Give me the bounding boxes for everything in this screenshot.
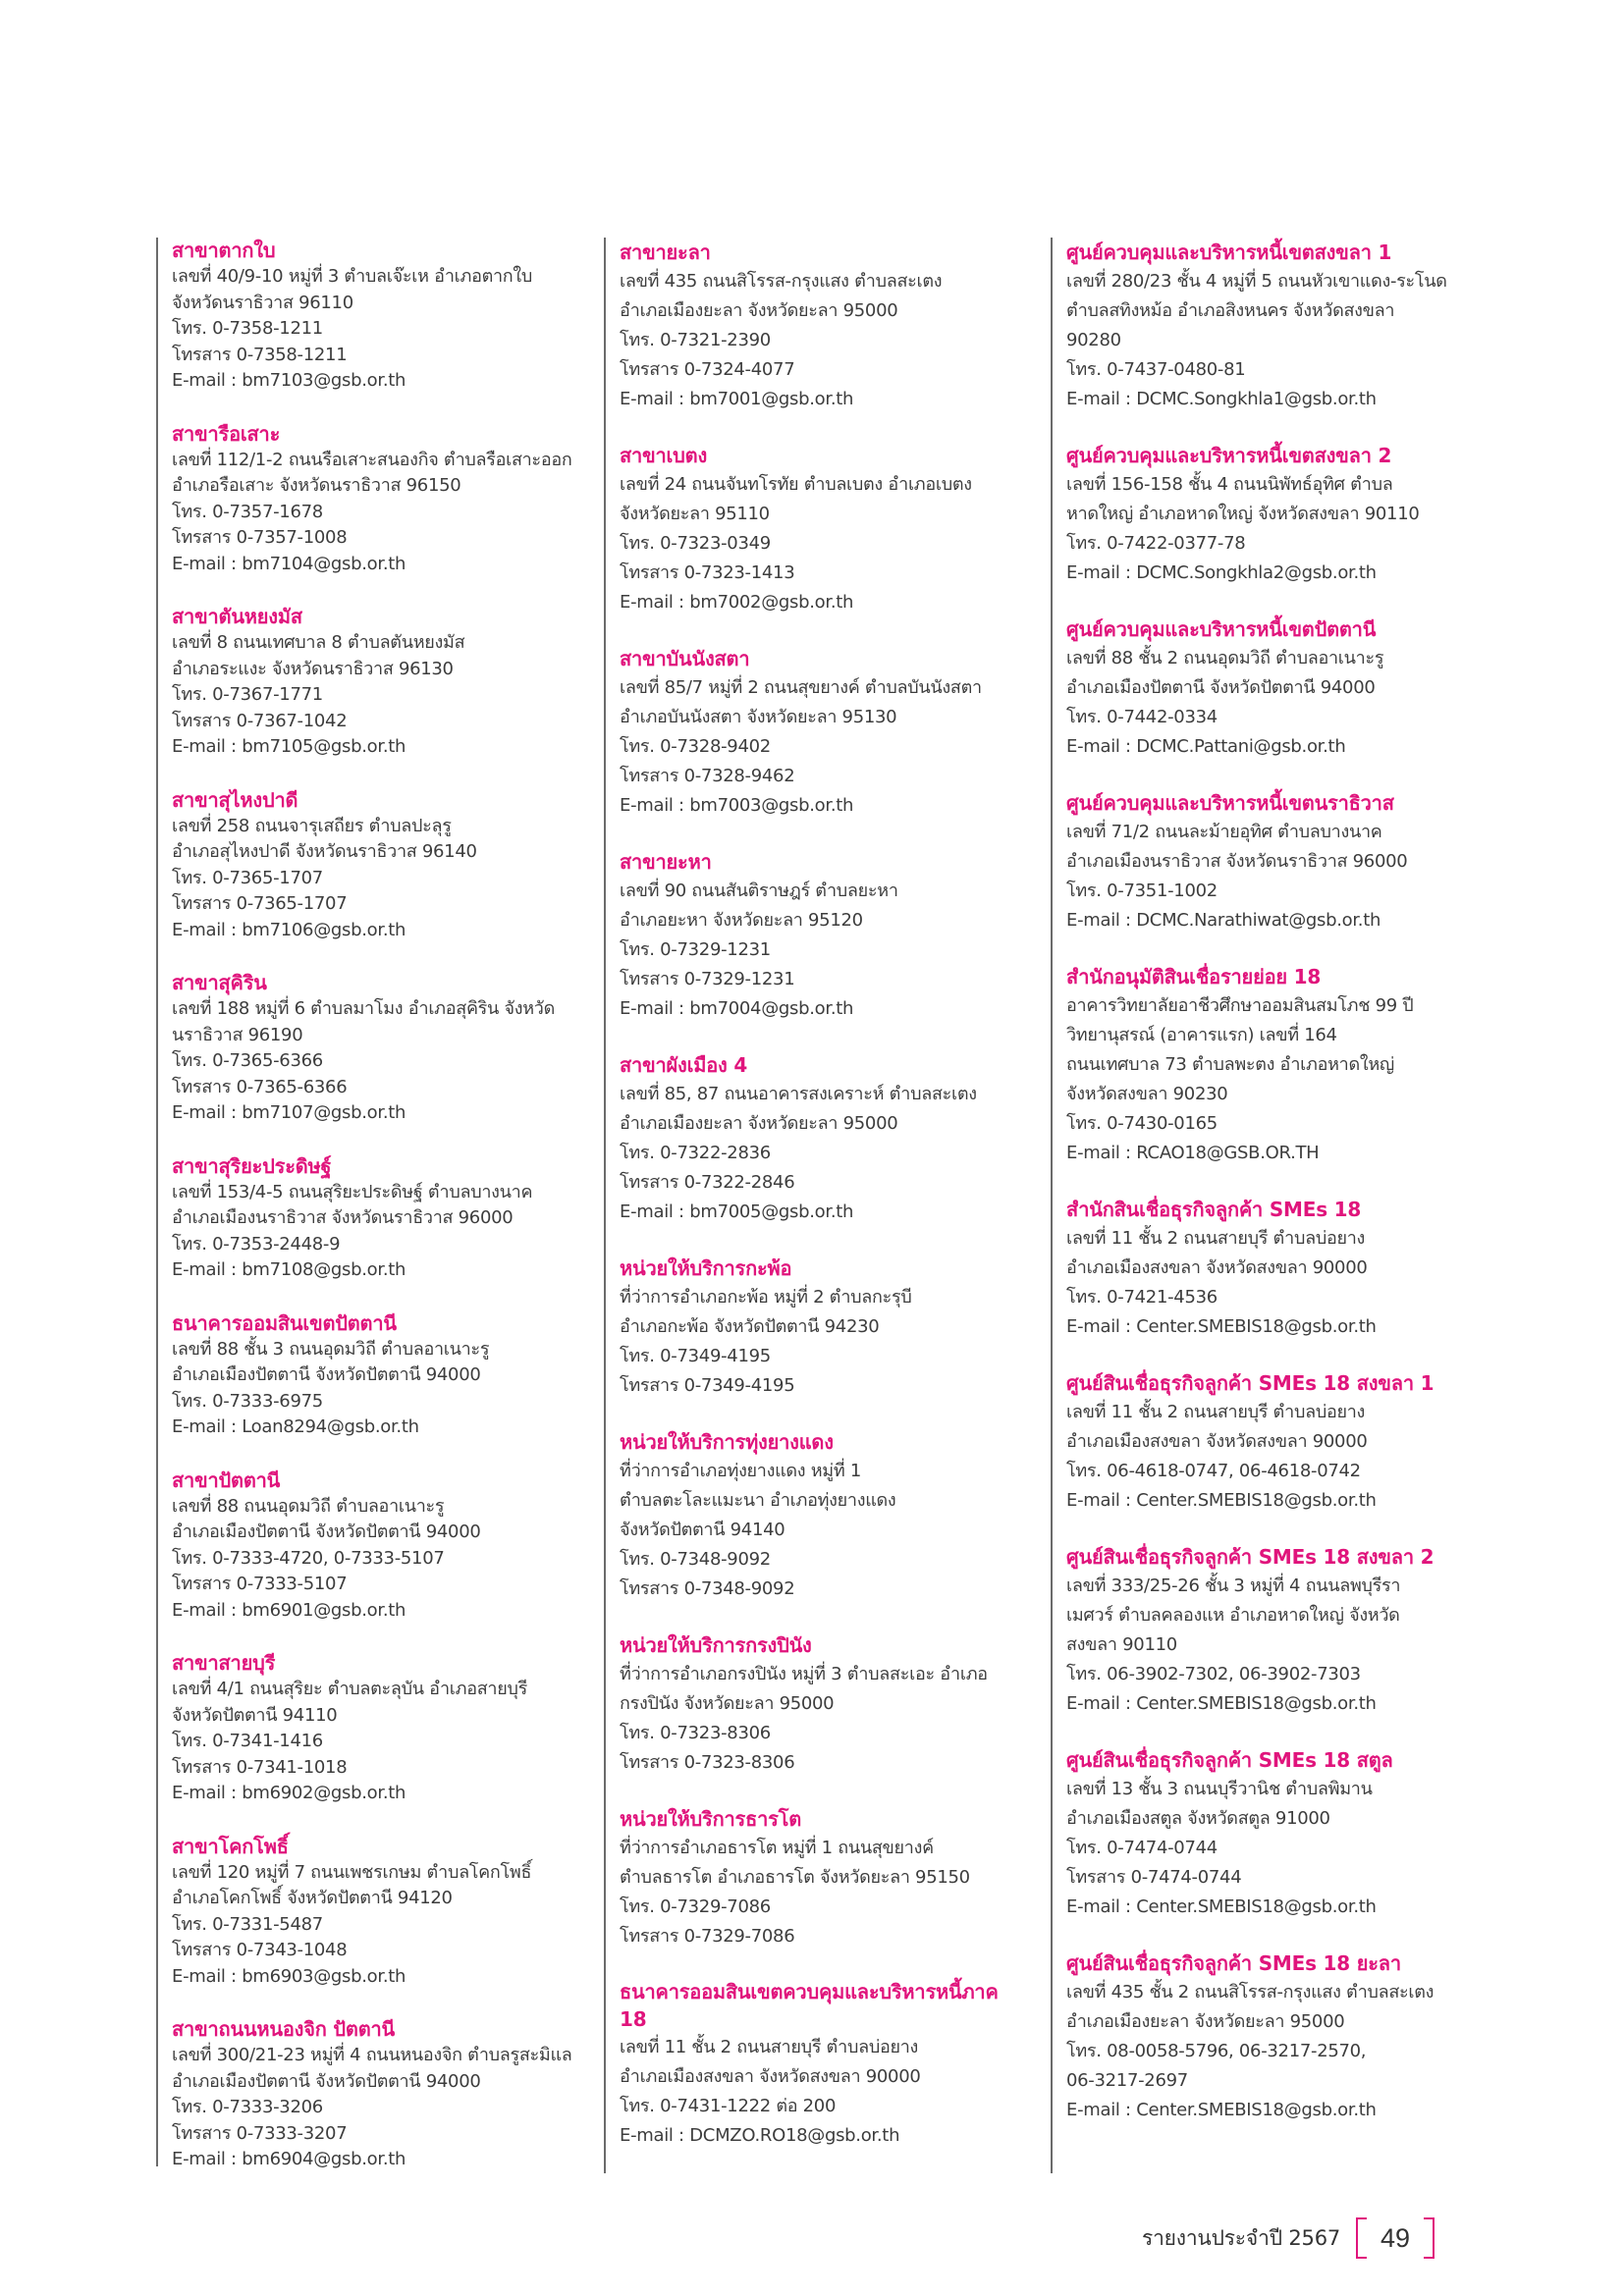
branch-detail-line: เลขที่ 24 ถนนจันทโรทัย ตำบลเบตง อำเภอเบตง: [620, 474, 972, 495]
branch-detail-line: อำเภอสุไหงปาดี จังหวัดนราธิวาส 96140: [172, 841, 477, 862]
branch-detail-line: อำเภอโคกโพธิ์ จังหวัดปัตตานี 94120: [172, 1888, 453, 1908]
branch-detail-line: เมศวร์ ตำบลคลองแห อำเภอหาดใหญ่ จังหวัด: [1066, 1605, 1400, 1626]
branch-detail-line: อำเภอเมืองสตูล จังหวัดสตูล 91000: [1066, 1808, 1330, 1829]
branch-email[interactable]: E-mail : bm7001@gsb.or.th: [620, 389, 854, 409]
branch-entry: [620, 441, 1012, 617]
branch-title: สาขารือเสาะ: [172, 421, 281, 446]
branch-detail-line: ถนนเทศบาล 73 ตำบลพะตง อำเภอหาดใหญ่: [1066, 1054, 1394, 1075]
branch-detail-line: เลขที่ 11 ชั้น 2 ถนนสายบุรี ตำบลบ่อยาง: [1066, 1228, 1366, 1249]
branch-title: สาขาสุคิริน: [172, 971, 267, 994]
branch-email[interactable]: E-mail : bm6903@gsb.or.th: [172, 1965, 406, 1987]
branch-detail-line: อำเภอเมืองปัตตานี จังหวัดปัตตานี 94000: [172, 1364, 481, 1385]
branch-detail-line: เลขที่ 85, 87 ถนนอาคารสงเคราะห์ ตำบลสะเตง: [620, 1084, 977, 1104]
branch-detail-line: สงขลา 90110: [1066, 1634, 1177, 1655]
branch-detail-line: โทร. 0-7329-1231: [620, 939, 771, 960]
branch-detail-line: อำเภอเมืองปัตตานี จังหวัดปัตตานี 94000: [172, 2070, 481, 2092]
branch-email[interactable]: E-mail : bm7107@gsb.or.th: [172, 1102, 406, 1123]
branch-detail-line: จังหวัดปัตตานี 94110: [172, 1704, 338, 1726]
branch-detail-line: 90280: [1066, 330, 1121, 350]
branch-entry: [620, 1978, 1012, 2151]
branch-detail-line: อำเภอเมืองสงขลา จังหวัดสงขลา 90000: [620, 2066, 921, 2087]
branch-email[interactable]: E-mail : Center.SMEBIS18@gsb.or.th: [1066, 1693, 1377, 1714]
branch-detail-line: โทร. 0-7329-7086: [620, 1896, 771, 1917]
branch-detail-line: เลขที่ 435 ถนนสิโรรส-กรุงแสง ตำบลสะเตง: [620, 271, 943, 292]
branch-detail-line: ตำบลสทิงหม้อ อำเภอสิงหนคร จังหวัดสงขลา: [1066, 300, 1395, 321]
branch-entry: [172, 970, 565, 1127]
branch-detail-line: โทร. 0-7323-8306: [620, 1723, 771, 1743]
branch-email[interactable]: E-mail : Center.SMEBIS18@gsb.or.th: [1066, 1316, 1377, 1337]
branch-entry: [620, 238, 1012, 414]
branch-detail-line: โทร. 0-7437-0480-81: [1066, 359, 1246, 380]
branch-detail-line: โทร. 0-7421-4536: [1066, 1287, 1218, 1308]
branch-title: ศูนย์ควบคุมและบริหารหนี้เขตสงขลา 1: [1066, 240, 1392, 264]
branch-detail-line: โทร. 0-7422-0377-78: [1066, 533, 1246, 554]
branch-entry: [1066, 1368, 1459, 1516]
branch-detail-line: เลขที่ 153/4-5 ถนนสุริยะประดิษฐ์ ตำบลบางนาค: [172, 1181, 533, 1202]
branch-detail-line: เลขที่ 13 ชั้น 3 ถนนบุรีวานิช ตำบลพิมาน: [1066, 1779, 1373, 1799]
branch-detail-line: โทรสาร 0-7348-9092: [620, 1578, 795, 1599]
branch-title: สาขาตันหยงมัส: [172, 605, 302, 628]
branch-detail-line: เลขที่ 11 ชั้น 2 ถนนสายบุรี ตำบลบ่อยาง: [620, 2037, 919, 2057]
branch-title: ศูนย์สินเชื่อธุรกิจลูกค้า SMEs 18 ยะลา: [1066, 1951, 1401, 1975]
branch-title: สาขาสายบุรี: [172, 1651, 276, 1675]
branch-detail-line: เลขที่ 11 ชั้น 2 ถนนสายบุรี ตำบลบ่อยาง: [1066, 1402, 1366, 1422]
page-footer: [1142, 2216, 1435, 2260]
branch-detail-line: อำเภอเมืองยะลา จังหวัดยะลา 95000: [620, 1113, 898, 1134]
branch-title: สำนักสินเชื่อธุรกิจลูกค้า SMEs 18: [1066, 1198, 1362, 1221]
branch-detail-line: โทร. 0-7357-1678: [172, 501, 323, 522]
branch-entry: [620, 1254, 1012, 1401]
branch-detail-line: โทร. 0-7430-0165: [1066, 1113, 1218, 1134]
branch-email[interactable]: E-mail : bm7005@gsb.or.th: [620, 1201, 854, 1222]
branch-entry: [1066, 1745, 1459, 1922]
branch-entry: [620, 1050, 1012, 1227]
branch-entry: [1066, 1195, 1459, 1342]
branch-title: สาขาปัตตานี: [172, 1468, 281, 1492]
branch-detail-line: เลขที่ 112/1-2 ถนนรือเสาะสนองกิจ ตำบลรือเสาะออก: [172, 449, 572, 470]
branch-title: ศูนย์ควบคุมและบริหารหนี้เขตปัตตานี: [1066, 617, 1377, 641]
branch-entry: [1066, 788, 1459, 935]
branch-entry: [620, 644, 1012, 821]
branch-detail-line: เลขที่ 4/1 ถนนสุริยะ ตำบลตะลุบัน อำเภอสายบุรี: [172, 1679, 527, 1699]
branch-title: สาขาถนนหนองจิก ปัตตานี: [172, 2017, 395, 2041]
branch-email[interactable]: E-mail : bm6904@gsb.or.th: [172, 2149, 406, 2169]
branch-detail-line: อำเภอระแงะ จังหวัดนราธิวาส 96130: [172, 658, 454, 679]
branch-detail-line: เลขที่ 88 ถนนอุดมวิถี ตำบลอาเนาะรู: [172, 1495, 445, 1517]
branch-detail-line: โทร. 0-7341-1416: [172, 1731, 323, 1751]
branch-entry: [620, 1427, 1012, 1604]
branch-detail-line: วิทยานุสรณ์ (อาคารแรก) เลขที่ 164: [1066, 1025, 1337, 1045]
branch-email[interactable]: E-mail : DCMC.Narathiwat@gsb.or.th: [1066, 910, 1381, 931]
branch-detail-line: โทร. 0-7348-9092: [620, 1549, 771, 1570]
branch-detail-line: ที่ว่าการอำเภอทุ่งยางแดง หมู่ที่ 1: [620, 1461, 861, 1481]
branch-detail-line: เลขที่ 300/21-23 หมู่ที่ 4 ถนนหนองจิก ตำบลรูสะมิแล: [172, 2045, 572, 2065]
branch-detail-line: โทร. 0-7351-1002: [1066, 881, 1218, 901]
branch-detail-line: เลขที่ 90 ถนนสันติราษฎร์ ตำบลยะหา: [620, 881, 898, 901]
branch-detail-line: เลขที่ 85/7 หมู่ที่ 2 ถนนสุขยางค์ ตำบลบันนังสตา: [620, 677, 982, 698]
branch-title: สาขาโคกโพธิ์: [172, 1834, 289, 1858]
branch-entry: [172, 1468, 565, 1625]
branch-detail-line: โทรสาร 0-7358-1211: [172, 344, 348, 365]
branch-detail-line: โทรสาร 0-7357-1008: [172, 527, 348, 548]
branch-detail-line: โทร. 0-7333-4720, 0-7333-5107: [172, 1547, 445, 1569]
branch-email[interactable]: E-mail : Center.SMEBIS18@gsb.or.th: [1066, 2100, 1377, 2120]
branch-detail-line: อำเภอเมืองนราธิวาส จังหวัดนราธิวาส 96000: [1066, 851, 1408, 872]
branch-detail-line: กรงปินัง จังหวัดยะลา 95000: [620, 1693, 835, 1714]
branch-detail-line: อำเภอเมืองสงขลา จังหวัดสงขลา 90000: [1066, 1431, 1368, 1452]
branch-detail-line: โทร. 08-0058-5796, 06-3217-2570,: [1066, 2041, 1367, 2061]
branch-detail-line: อำเภอบันนังสตา จังหวัดยะลา 95130: [620, 707, 897, 727]
branch-detail-line: โทร. 0-7331-5487: [172, 1913, 323, 1935]
branch-email[interactable]: E-mail : bm7106@gsb.or.th: [172, 919, 406, 940]
branch-entry: [172, 604, 565, 761]
branch-title: สำนักอนุมัติสินเชื่อรายย่อย 18: [1066, 965, 1322, 988]
branch-detail-line: ที่ว่าการอำเภอกรงปินัง หมู่ที่ 3 ตำบลสะเอะ อำเภอ: [620, 1664, 988, 1684]
branch-title: ศูนย์สินเชื่อธุรกิจลูกค้า SMEs 18 สงขลา 2: [1066, 1545, 1435, 1569]
branch-detail-line: เลขที่ 120 หมู่ที่ 7 ถนนเพชรเกษม ตำบลโคกโพธิ์: [172, 1861, 532, 1883]
branch-entry: [172, 1650, 565, 1807]
branch-detail-line: โทร. 0-7321-2390: [620, 330, 771, 350]
branch-detail-line: จังหวัดปัตตานี 94140: [620, 1520, 785, 1540]
branch-detail-line: เลขที่ 88 ชั้น 3 ถนนอุดมวิถี ตำบลอาเนาะรู: [172, 1338, 490, 1360]
branch-title: ศูนย์สินเชื่อธุรกิจลูกค้า SMEs 18 สตูล: [1066, 1748, 1393, 1772]
branch-detail-line: อำเภอรือเสาะ จังหวัดนราธิวาส 96150: [172, 475, 461, 496]
branch-entry: [1066, 238, 1459, 414]
branch-detail-line: โทร. 0-7349-4195: [620, 1346, 771, 1366]
branch-title: หน่วยให้บริการกะพ้อ: [620, 1256, 792, 1280]
branch-detail-line: เลขที่ 156-158 ชั้น 4 ถนนนิพัทธ์อุทิศ ตำบล: [1066, 474, 1393, 495]
branch-email[interactable]: E-mail : bm7103@gsb.or.th: [172, 370, 406, 391]
branch-title: หน่วยให้บริการธารโต: [620, 1807, 801, 1831]
page-number: 49: [1380, 2222, 1411, 2253]
branch-title: สาขาสุริยะประดิษฐ์: [172, 1153, 332, 1178]
branch-detail-line: โทร. 0-7358-1211: [172, 318, 323, 339]
branch-detail-line: โทร. 06-4618-0747, 06-4618-0742: [1066, 1461, 1361, 1481]
branch-detail-line: โทรสาร 0-7333-3207: [172, 2122, 348, 2144]
branch-detail-line: โทรสาร 0-7343-1048: [172, 1940, 348, 1960]
branch-detail-line: เลขที่ 188 หมู่ที่ 6 ตำบลมาโมง อำเภอสุคิริน จังหวัด: [172, 998, 555, 1019]
column-2: [604, 238, 1012, 2173]
branch-detail-line: ตำบลตะโละแมะนา อำเภอทุ่งยางแดง: [620, 1490, 896, 1511]
branch-detail-line: เลขที่ 8 ถนนเทศบาล 8 ตำบลตันหยงมัส: [172, 632, 465, 653]
branch-detail-line: โทร. 0-7367-1771: [172, 684, 323, 705]
branch-detail-line: หาดใหญ่ อำเภอหาดใหญ่ จังหวัดสงขลา 90110: [1066, 504, 1420, 524]
branch-detail-line: โทร. 0-7328-9402: [620, 736, 771, 757]
branch-entry: [1066, 1542, 1459, 1719]
branch-title: สาขาตากใบ: [172, 239, 276, 262]
branch-entry: [1066, 614, 1459, 762]
branch-entry: [620, 847, 1012, 1024]
branch-detail-line: เลขที่ 88 ชั้น 2 ถนนอุดมวิถี ตำบลอาเนาะรู: [1066, 648, 1384, 668]
branch-entry: [172, 1310, 565, 1441]
branch-title: ศูนย์สินเชื่อธุรกิจลูกค้า SMEs 18 สงขลา 1: [1066, 1371, 1435, 1395]
branch-detail-line: โทร. 06-3902-7302, 06-3902-7303: [1066, 1664, 1361, 1684]
branch-detail-line: ที่ว่าการอำเภอธารโต หมู่ที่ 1 ถนนสุขยางค์: [620, 1838, 934, 1858]
branch-email[interactable]: E-mail : Center.SMEBIS18@gsb.or.th: [1066, 1896, 1377, 1917]
branch-detail-line: อำเภอเมืองนราธิวาส จังหวัดนราธิวาส 96000: [172, 1207, 514, 1228]
branch-detail-line: โทรสาร 0-7329-1231: [620, 969, 795, 989]
branch-detail-line: โทรสาร 0-7323-1413: [620, 562, 795, 583]
branch-detail-line: โทรสาร 0-7365-1707: [172, 893, 348, 914]
branch-detail-line: โทร. 0-7333-3206: [172, 2097, 323, 2117]
branch-email[interactable]: E-mail : bm7105@gsb.or.th: [172, 736, 406, 757]
branch-detail-line: โทร. 0-7431-1222 ต่อ 200: [620, 2096, 837, 2116]
branch-title: หน่วยให้บริการทุ่งยางแดง: [620, 1430, 834, 1454]
branch-detail-line: โทร. 0-7442-0334: [1066, 707, 1218, 727]
branch-detail-line: โทรสาร 0-7349-4195: [620, 1375, 795, 1396]
branch-detail-line: เลขที่ 258 ถนนจารุเสถียร ตำบลปะลุรู: [172, 815, 452, 836]
branch-entry: [172, 238, 565, 395]
branch-title: สาขายะลา: [620, 240, 711, 264]
branch-detail-line: โทรสาร 0-7474-0744: [1066, 1867, 1242, 1888]
branch-detail-line: เลขที่ 280/23 ชั้น 4 หมู่ที่ 5 ถนนหัวเขาแดง-ระโนด: [1066, 271, 1447, 292]
branch-detail-line: โทรสาร 0-7324-4077: [620, 359, 795, 380]
branch-detail-line: โทรสาร 0-7365-6366: [172, 1076, 348, 1097]
branch-title: สาขาเบตง: [620, 444, 708, 467]
branch-detail-line: โทรสาร 0-7322-2846: [620, 1172, 795, 1193]
branch-entry: [172, 1834, 565, 1991]
branch-detail-line: โทร. 0-7474-0744: [1066, 1838, 1218, 1858]
branch-detail-line: โทรสาร 0-7367-1042: [172, 710, 348, 731]
branch-entry: [1066, 441, 1459, 588]
branch-entry: [1066, 1949, 1459, 2125]
branch-detail-line: จังหวัดยะลา 95110: [620, 504, 770, 524]
branch-title: ศูนย์ควบคุมและบริหารหนี้เขตสงขลา 2: [1066, 444, 1392, 467]
branch-entry: [172, 787, 565, 944]
branch-email[interactable]: E-mail : bm7003@gsb.or.th: [620, 795, 854, 816]
branch-detail-line: อำเภอเมืองปัตตานี จังหวัดปัตตานี 94000: [172, 1522, 481, 1542]
branch-detail-line: อำเภอเมืองยะลา จังหวัดยะลา 95000: [620, 300, 898, 321]
branch-detail-line: จังหวัดสงขลา 90230: [1066, 1084, 1228, 1104]
branch-detail-line: โทร. 0-7323-0349: [620, 533, 771, 554]
branch-detail-line: อำเภอกะพ้อ จังหวัดปัตตานี 94230: [620, 1316, 880, 1337]
branch-detail-line: 06-3217-2697: [1066, 2070, 1188, 2091]
branch-detail-line: โทร. 0-7365-6366: [172, 1050, 323, 1071]
branch-title: หน่วยให้บริการกรงปินัง: [620, 1633, 812, 1657]
left-bracket-icon: [1356, 2217, 1367, 2259]
branch-detail-line: อำเภอเมืองยะลา จังหวัดยะลา 95000: [1066, 2011, 1345, 2032]
branch-detail-line: โทรสาร 0-7328-9462: [620, 766, 795, 786]
branch-detail-line: โทรสาร 0-7341-1018: [172, 1756, 348, 1778]
branch-email[interactable]: E-mail : DCMC.Songkhla1@gsb.or.th: [1066, 389, 1377, 409]
branch-detail-line: เลขที่ 71/2 ถนนละม้ายอุทิศ ตำบลบางนาค: [1066, 822, 1382, 842]
branch-entry: [620, 1630, 1012, 1778]
right-bracket-icon: [1424, 2217, 1435, 2259]
branch-detail-line: อำเภอยะหา จังหวัดยะลา 95120: [620, 910, 863, 931]
branch-title: สาขาผังเมือง 4: [620, 1053, 748, 1077]
branch-entry: [620, 1804, 1012, 1951]
branch-detail-line: เลขที่ 40/9-10 หมู่ที่ 3 ตำบลเจ๊ะเห อำเภอตากใบ: [172, 266, 533, 287]
branch-detail-line: โทร. 0-7322-2836: [620, 1143, 771, 1163]
branch-detail-line: โทร. 0-7365-1707: [172, 867, 323, 888]
branch-detail-line: โทรสาร 0-7323-8306: [620, 1752, 795, 1773]
column-3: [1051, 238, 1459, 2173]
branch-email[interactable]: E-mail : bm7002@gsb.or.th: [620, 592, 854, 613]
branch-email[interactable]: E-mail : DCMC.Pattani@gsb.or.th: [1066, 736, 1346, 757]
branch-title: สาขาสุไหงปาดี: [172, 787, 298, 812]
column-1: [156, 238, 572, 2169]
branch-entry: [172, 2016, 572, 2173]
branch-email[interactable]: E-mail : DCMZO.RO18@gsb.or.th: [620, 2125, 900, 2146]
branch-detail-line: อาคารวิทยาลัยอาชีวศึกษาออมสินสมโภช 99 ปี: [1066, 995, 1414, 1016]
branch-email[interactable]: E-mail : DCMC.Songkhla2@gsb.or.th: [1066, 562, 1377, 583]
branch-detail-line: อำเภอเมืองสงขลา จังหวัดสงขลา 90000: [1066, 1257, 1368, 1278]
branch-detail-line: โทรสาร 0-7329-7086: [620, 1926, 795, 1947]
branch-email[interactable]: E-mail : bm6901@gsb.or.th: [172, 1599, 406, 1621]
branch-detail-line: โทรสาร 0-7333-5107: [172, 1574, 348, 1594]
branch-title: ธนาคารออมสินเขตควบคุมและบริหารหนี้ภาค 18: [620, 1980, 999, 2031]
branch-detail-line: โทร. 0-7353-2448-9: [172, 1233, 341, 1255]
branch-entry: [172, 421, 572, 578]
branch-email[interactable]: E-mail : Loan8294@gsb.or.th: [172, 1416, 419, 1437]
branch-title: สาขายะหา: [620, 850, 712, 874]
report-label: รายงานประจำปี 2567: [1142, 2225, 1341, 2250]
branch-entry: [1066, 962, 1459, 1168]
branch-email[interactable]: E-mail : bm6902@gsb.or.th: [172, 1783, 406, 1803]
branch-detail-line: เลขที่ 333/25-26 ชั้น 3 หมู่ที่ 4 ถนนลพบุรีรา: [1066, 1575, 1401, 1596]
branch-detail-line: ตำบลธารโต อำเภอธารโต จังหวัดยะลา 95150: [620, 1867, 970, 1888]
branch-detail-line: โทร. 0-7333-6975: [172, 1390, 323, 1412]
branch-detail-line: ที่ว่าการอำเภอกะพ้อ หมู่ที่ 2 ตำบลกะรุบี: [620, 1287, 912, 1308]
branch-title: สาขาบันนังสตา: [620, 647, 750, 670]
branch-title: ธนาคารออมสินเขตปัตตานี: [172, 1310, 397, 1335]
branch-email[interactable]: E-mail : Center.SMEBIS18@gsb.or.th: [1066, 1490, 1377, 1511]
branch-email[interactable]: E-mail : bm7108@gsb.or.th: [172, 1259, 406, 1280]
branch-email[interactable]: E-mail : RCAO18@GSB.OR.TH: [1066, 1143, 1320, 1163]
branch-entry: [172, 1153, 565, 1284]
branch-detail-line: อำเภอเมืองปัตตานี จังหวัดปัตตานี 94000: [1066, 677, 1376, 698]
branch-detail-line: จังหวัดนราธิวาส 96110: [172, 292, 353, 313]
branch-email[interactable]: E-mail : bm7004@gsb.or.th: [620, 998, 854, 1019]
branch-email[interactable]: E-mail : bm7104@gsb.or.th: [172, 553, 406, 574]
branch-title: ศูนย์ควบคุมและบริหารหนี้เขตนราธิวาส: [1066, 791, 1394, 815]
branch-detail-line: เลขที่ 435 ชั้น 2 ถนนสิโรรส-กรุงแสง ตำบลสะเตง: [1066, 1982, 1435, 2002]
branch-detail-line: นราธิวาส 96190: [172, 1024, 303, 1045]
